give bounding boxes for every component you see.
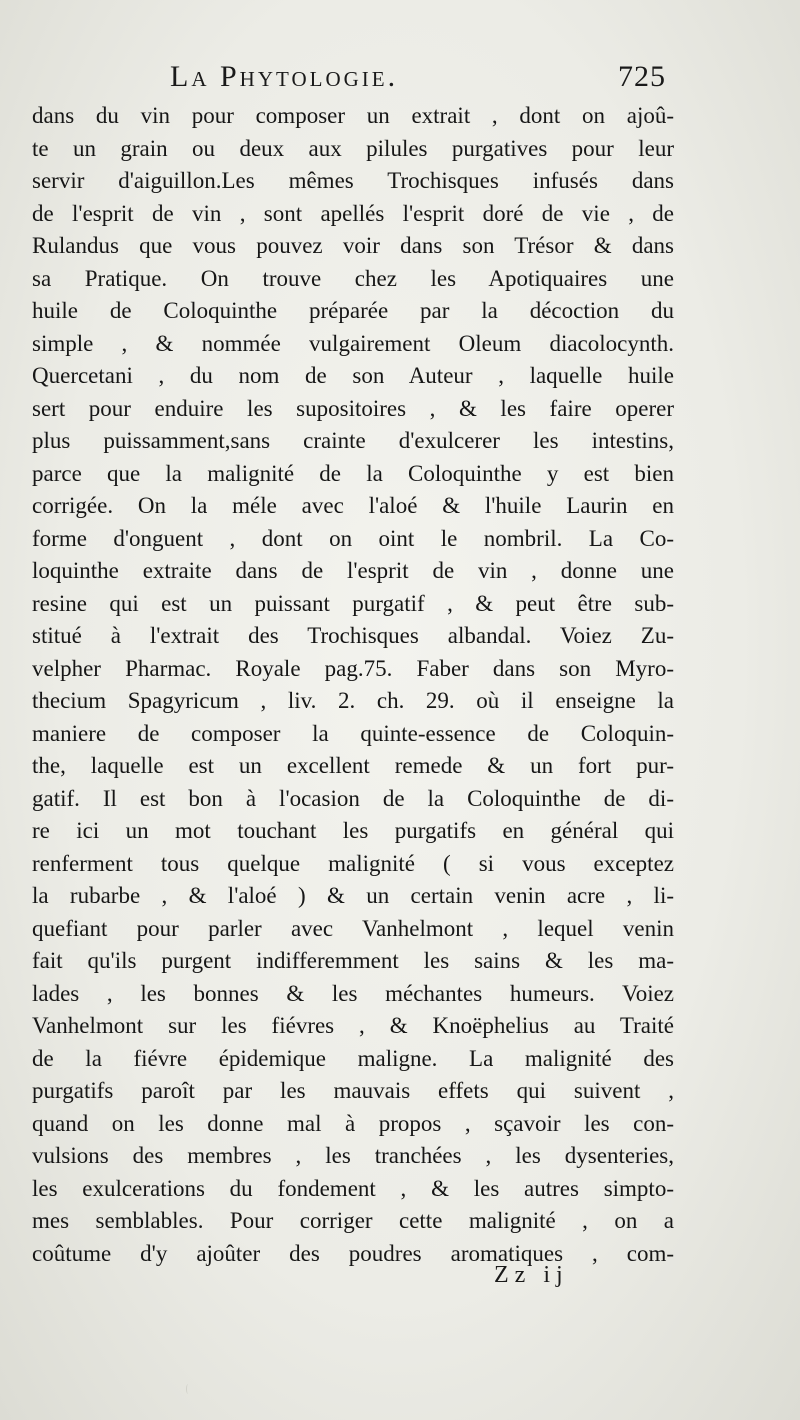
text-line: simple , & nommée vulgairement Oleum diacolocynth.	[32, 330, 674, 356]
text-line: gatif. Il est bon à l'ocasion de la Coloquinthe de di-	[32, 785, 674, 811]
text-line: loquinthe extraite dans de l'esprit de vin , donne une	[32, 558, 674, 583]
text-line: vulsions des membres , les tranchées , les dysenteries,	[32, 1143, 674, 1168]
text-line: quefiant pour parler avec Vanhelmont , lequel venin	[32, 915, 674, 941]
text-line: dans du vin pour composer un extrait , dont on ajoû-	[32, 103, 674, 128]
text-line: servir d'aiguillon.Les mêmes Trochisques infusés dans	[32, 168, 674, 193]
text-line: thecium Spagyricum , liv. 2. ch. 29. où il enseigne la	[32, 688, 674, 713]
text-line: Rulandus que vous pouvez voir dans son Trésor & dans	[32, 233, 674, 258]
text-line: sa Pratique. On trouve chez les Apotiquaires une	[32, 265, 674, 291]
text-line: coûtume d'y ajoûter des poudres aromatiques , com-	[32, 1240, 674, 1266]
text-line: corrigée. On la méle avec l'aloé & l'huile Laurin en	[32, 493, 674, 518]
text-line: re ici un mot touchant les purgatifs en général qui	[32, 818, 674, 843]
text-line: sert pour enduire les supositoires , & les faire operer	[32, 395, 674, 421]
text-line: plus puissamment,sans crainte d'exulcerer les intestins,	[32, 428, 674, 453]
text-line: Quercetani , du nom de son Auteur , laquelle huile	[32, 363, 674, 388]
text-line: les exulcerations du fondement , & les autres simpto-	[32, 1175, 674, 1201]
text-line: renferment tous quelque malignité ( si vous exceptez	[32, 850, 674, 876]
text-line: forme d'onguent , dont on oint le nombril. La Co-	[32, 525, 674, 551]
running-head	[0, 58, 800, 104]
text-line: te un grain ou deux aux pilules purgatives pour leur	[32, 135, 674, 161]
text-line: stitué à l'extrait des Trochisques albandal. Voiez Zu-	[32, 623, 674, 648]
text-line: parce que la malignité de la Coloquinthe y est bien	[32, 460, 674, 486]
text-line: lades , les bonnes & les méchantes humeurs. Voiez	[32, 980, 674, 1006]
text-line: de l'esprit de vin , sont apellés l'esprit doré de vie , de	[32, 200, 674, 226]
text-line: resine qui est un puissant purgatif , & peut être sub-	[32, 590, 674, 616]
text-line: quand on les donne mal à propos , sçavoir les con-	[32, 1110, 674, 1136]
text-line: velpher Pharmac. Royale pag.75. Faber dans son Myro-	[32, 655, 674, 681]
text-line: mes semblables. Pour corriger cette malignité , on a	[32, 1208, 674, 1233]
signature-mark: Zz ij	[494, 1262, 569, 1288]
text-line: fait qu'ils purgent indifferemment les sains & les ma-	[32, 948, 674, 973]
paper-mark	[186, 1384, 190, 1394]
running-title: La Phytologie.	[170, 60, 399, 93]
text-line: Vanhelmont sur les fiévres , & Knoëphelius au Traité	[32, 1013, 674, 1038]
page-number: 725	[618, 60, 666, 93]
text-line: maniere de composer la quinte-essence de Coloquin-	[32, 720, 674, 746]
text-line: de la fiévre épidemique maligne. La malignité des	[32, 1045, 674, 1071]
body-text	[32, 100, 674, 1270]
text-line: purgatifs paroît par les mauvais effets qui suivent ,	[32, 1078, 674, 1103]
text-line: huile de Coloquinthe préparée par la décoction du	[32, 298, 674, 323]
text-line: la rubarbe , & l'aloé ) & un certain venin acre , li-	[32, 883, 674, 908]
text-line: the, laquelle est un excellent remede & un fort pur-	[32, 753, 674, 778]
